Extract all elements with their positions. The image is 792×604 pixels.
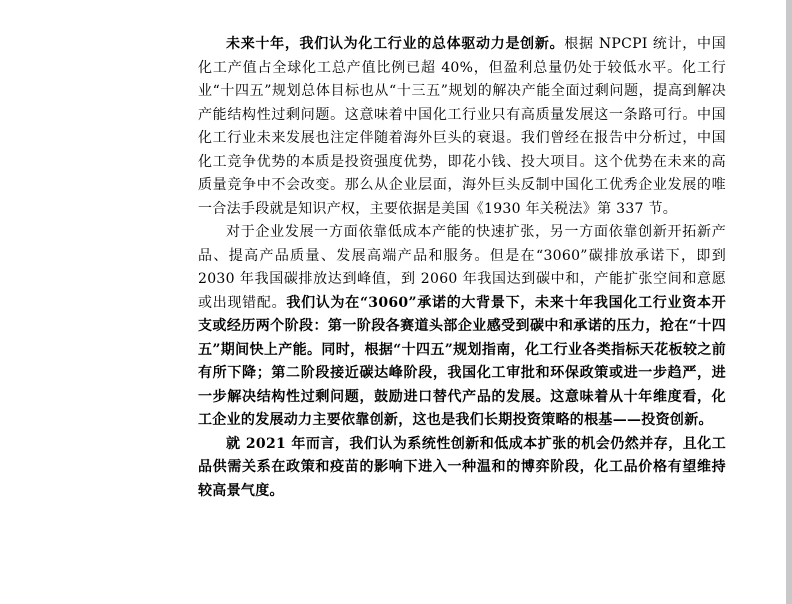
bold-heading-sentence: 未来十年，我们认为化工行业的总体驱动力是创新。 [226, 36, 565, 52]
paragraph-capex-stages [198, 221, 726, 433]
bold-key-point: 我们认为在“3060”承诺的大背景下，未来十年我国化工行业资本开支或经历两个阶段：第一阶段各赛道头部企业感受到碳中和承诺的压力，抢在“十四五”期间快上产能。同时，根据“十四五”规划指南，化工行业各类指标天花板较之前有所下降；第二阶段接近碳达峰阶段，我国化工审批和环保政策或进一步趋严，进一步解决结构性过剩问题，鼓励进口替代产品的发展。这意味着从十年维度看，化工企业的发展动力主要依靠创新，这也是我们长期投资策略的根基——投资创新。 [198, 294, 726, 428]
paragraph-outlook [198, 33, 726, 221]
page-scrollbar-edge [786, 0, 792, 604]
body-text: 对于企业发展一方面依靠低成本产能的快速扩张，另一方面依靠创新开拓新产品、提高产品质量、发展高端产品和服务。但是在“3060”碳排放承诺下，即到 2030 年我国碳排放达到峰值，到 2060 年我国达到碳中和，产能扩张空间和意愿或出现错配。 [198, 224, 726, 311]
bold-key-point: 就 2021 年而言，我们认为系统性创新和低成本扩张的机会仍然并存，且化工品供需关系在政策和疫苗的影响下进入一种温和的博弈阶段，化工品价格有望维持较高景气度。 [198, 435, 726, 499]
paragraph-2021-view [198, 433, 726, 504]
body-text: 根据 NPCPI 统计，中国化工产值占全球化工总产值比例已超 40%，但盈利总量仍处于较低水平。化工行业“十四五”规划总体目标也从“十三五”规划的解决产能全面过剩问题，提高到解决产能结构性过剩问题。这意味着中国化工行业只有高质量发展这一条路可行。中国化工行业未来发展也注定伴随着海外巨头的衰退。我们曾经在报告中分析过，中国化工竞争优势的本质是投资强度优势，即花小钱、投大项目。这个优势在未来的高质量竞争中不会改变。那么从企业层面，海外巨头反制中国化工优秀企业发展的唯一合法手段就是知识产权，主要依据是美国《1930 年关税法》第 337 节。 [198, 36, 726, 217]
document-body [198, 33, 726, 503]
